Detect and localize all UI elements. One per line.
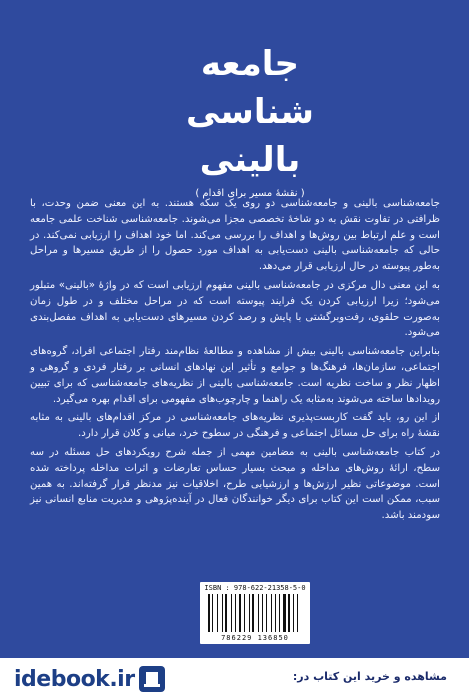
footer-tagline: مشاهده و خرید این کتاب در: — [292, 670, 447, 683]
barcode-bar — [211, 594, 212, 632]
barcode-bar — [287, 594, 288, 632]
barcode-bar — [233, 594, 234, 632]
barcode-bar — [268, 594, 270, 632]
barcode-bar — [224, 594, 225, 632]
title-line-3: بالینی — [199, 140, 301, 180]
barcode-bars — [208, 594, 302, 632]
barcode-bar — [271, 594, 272, 632]
barcode-bar — [208, 594, 210, 632]
barcode-bar — [255, 594, 257, 632]
barcode-bar — [293, 594, 294, 632]
barcode-bar — [225, 594, 227, 632]
paragraph-2: به این معنی دال مرکزی در جامعه‌شناسی بالینی مفهوم ارزیابی است که در واژهٔ «بالینی» متبلور می‌شود؛ زیرا ارزیابی کردن یک فرایند پیوسته است که در مراحل مختلف و در طول زمان به‌صورت حلقوی، رفت‌وبرگشتی با پایش و رصد کردن مسیرهای دست‌یابی به اهداف مفصل‌بندی می‌شود. — [30, 279, 440, 339]
footer-banner[interactable] — [0, 658, 469, 700]
barcode-bar — [219, 594, 221, 632]
title-line-2: شناسی — [186, 92, 314, 132]
barcode-bar — [291, 594, 292, 632]
book-icon — [139, 666, 165, 692]
barcode-bar — [246, 594, 248, 632]
barcode-bar — [277, 594, 278, 632]
site-logo[interactable] — [14, 664, 165, 694]
barcode-bar — [237, 594, 238, 632]
barcode-number: 786229 136850 — [221, 634, 289, 642]
barcode — [200, 582, 310, 644]
barcode-bar — [212, 594, 213, 632]
barcode-bar — [258, 594, 259, 632]
barcode-bar — [264, 594, 265, 632]
barcode-bar — [288, 594, 290, 632]
barcode-bar — [266, 594, 267, 632]
barcode-bar — [239, 594, 241, 632]
logo-text: idebook.ir — [14, 666, 135, 692]
barcode-bar — [242, 594, 243, 632]
barcode-bar — [275, 594, 276, 632]
paragraph-3: بنابراین جامعه‌شناسی بالینی بیش از مشاهده و مطالعهٔ نظام‌مند رفتار اجتماعی افراد، گروه‌های اجتماعی، سازمان‌ها، فرهنگ‌ها و جوامع و تأثیر این نهادهای انسانی بر رفتار فردی و گروهی و اظهار نظر و ساخت نظریه است. جامعه‌شناسی بالینی از نظریه‌های جامعه‌شناسی که برای تبیین رویدادها ساخته می‌شوند به‌مثابه یک راهنما و چارچوب‌های مفهومی برای اقدام بهره می‌گیرد. — [30, 346, 440, 405]
barcode-bar — [250, 594, 251, 632]
isbn-label: ISBN : 978-622-21358-5-0 — [204, 584, 306, 592]
barcode-bar — [231, 594, 232, 632]
barcode-bar — [297, 594, 298, 632]
barcode-bar — [249, 594, 250, 632]
barcode-bar — [252, 594, 254, 632]
barcode-bar — [244, 594, 245, 632]
barcode-bar — [299, 594, 301, 632]
barcode-bar — [260, 594, 261, 632]
barcode-bar — [228, 594, 230, 632]
paragraph-5: در کتاب جامعه‌شناسی بالینی به مضامین مهمی از جمله شرح رویکردهای حل مسئله در سه سطح، ارائهٔ روش‌های مداخله و مبحث بسیار حساس تعارضات و اثرات مداخله پرداخته شده است. موضوعاتی نظیر ارزش‌ها و ارزشیابی طرح، اخلاقیات نیز مدنظر قرار گرفته‌اند. به همین سبب، ممکن است این کتاب برای دیگر خوانندگان فعال در آینده‌پژوهی و مدیریت منابع انسانی نیز سودمند باشد. — [30, 446, 440, 522]
description-text — [30, 196, 440, 527]
title-block — [150, 40, 350, 199]
paragraph-1: جامعه‌شناسی بالینی و جامعه‌شناسی دو روی یک سکه هستند. به این معنی ضمن وحدت، با ظرافتی در تفاوت نقش به دو شاخهٔ تخصصی مجزا می‌شوند. جامعه‌شناسی شناخت علمی جامعه است و علم ارتباط بین روش‌ها و اهداف را بررسی می‌کند. اما خود اهداف را ارزیابی نمی‌کند. در حالی که جامعه‌شناسی بالینی دست‌یابی به اهداف مورد حصول را از طریق مسیرها و مراحل به‌طور پیوسته در حال ارزیابی قرار می‌دهد. — [30, 198, 440, 273]
barcode-bar — [281, 594, 282, 632]
barcode-bar — [273, 594, 275, 632]
subtitle: ( نقشهٔ مسیر برای اقدام ) — [195, 188, 305, 199]
title-line-1: جامعه — [200, 44, 300, 84]
barcode-bar — [214, 594, 216, 632]
barcode-bar — [235, 594, 237, 632]
barcode-bar — [279, 594, 281, 632]
paragraph-4: از این رو، باید گفت کاربست‌پذیری نظریه‌های جامعه‌شناسی در مرکز اقدام‌های بالینی به مثابه نقشهٔ راه برای حل مسائل اجتماعی و فرهنگی در سطوح خرد، میانی و کلان قرار دارد. — [30, 412, 440, 440]
barcode-bar — [217, 594, 218, 632]
barcode-bar — [262, 594, 264, 632]
barcode-bar — [222, 594, 223, 632]
barcode-bar — [283, 594, 285, 632]
barcode-bar — [294, 594, 296, 632]
